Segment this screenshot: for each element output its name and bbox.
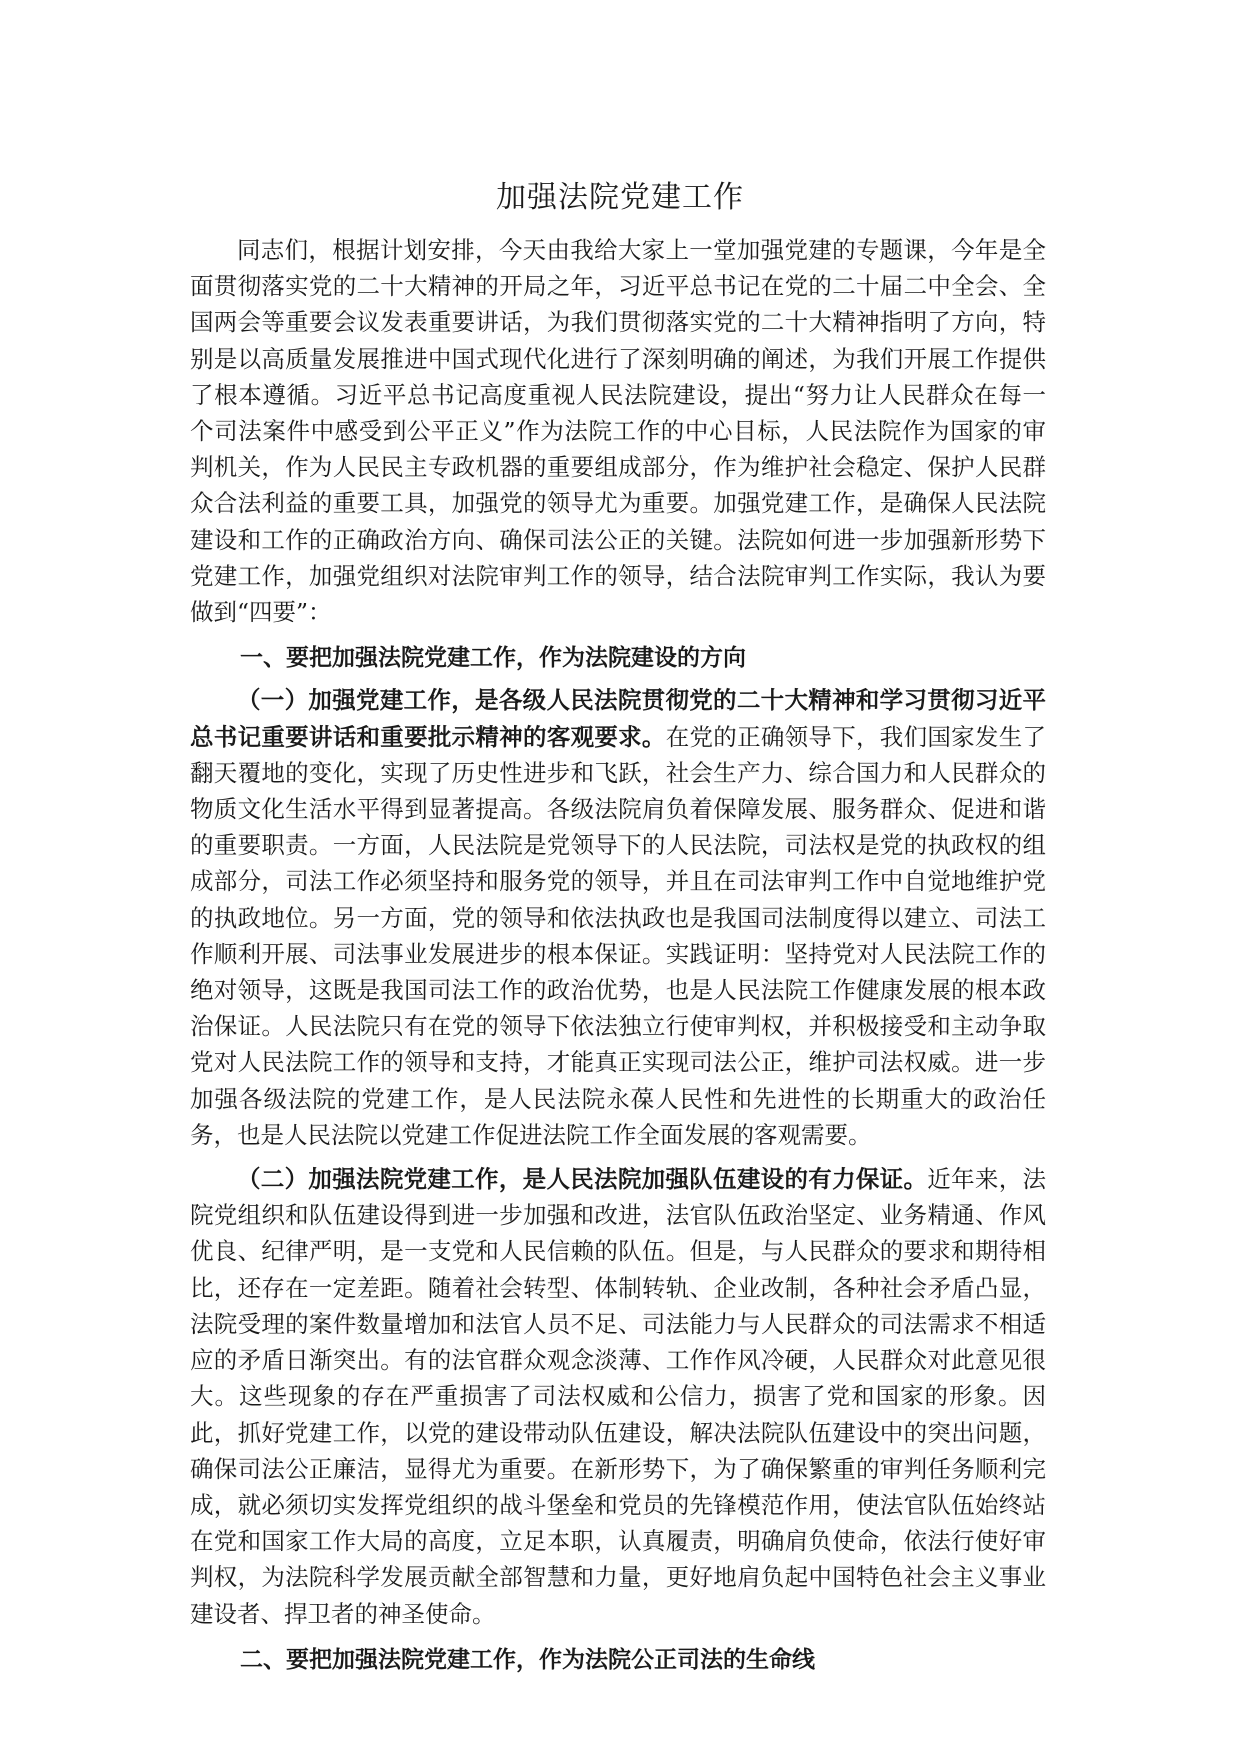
section-heading-1: 一、要把加强法院党建工作，作为法院建设的方向 <box>240 644 746 672</box>
document-body <box>190 232 1046 1684</box>
subsection-text-2: 近年来，法院党组织和队伍建设得到进一步加强和改进，法官队伍政治坚定、业务精通、作风优良、纪律严明，是一支党和人民信赖的队伍。但是，与人民群众的要求和期待相比，还存在一定差距。随着社会转型、体制转轨、企业改制，各种社会矛盾凸显，法院受理的案件数量增加和法官人员不足、司法能力与人民群众的司法需求不相适应的矛盾日渐突出。有的法官群众观念淡薄、工作作风冷硬，人民群众对此意见很大。这些现象的存在严重损害了司法权威和公信力，损害了党和国家的形象。因此，抓好党建工作，以党的建设带动队伍建设，解决法院队伍建设中的突出问题，确保司法公正廉洁，显得尤为重要。在新形势下，为了确保繁重的审判任务顺利完成，就必须切实发挥党组织的战斗堡垒和党员的先锋模范作用，使法官队伍始终站在党和国家工作大局的高度，立足本职，认真履责，明确肩负使命，依法行使好审判权，为法院科学发展贡献全部智慧和力量，更好地肩负起中国特色社会主义事业建设者、捍卫者的神圣使命。 <box>190 1165 1047 1628</box>
subsection-lead-2: （二）加强法院党建工作，是人民法院加强队伍建设的有力保证。 <box>237 1165 928 1194</box>
subsection-paragraph-1 <box>190 682 1046 1153</box>
subsection-text-1: 在党的正确领导下，我们国家发生了翻天覆地的变化，实现了历史性进步和飞跃，社会生产力、综合国力和人民群众的物质文化生活水平得到显著提高。各级法院肩负着保障发展、服务群众、促进和谐的重要职责。一方面，人民法院是党领导下的人民法院，司法权是党的执政权的组成部分，司法工作必须坚持和服务党的领导，并且在司法审判工作中自觉地维护党的执政地位。另一方面，党的领导和依法执政也是我国司法制度得以建立、司法工作顺利开展、司法事业发展进步的根本保证。实践证明：坚持党对人民法院工作的绝对领导，这既是我国司法工作的政治优势，也是人民法院工作健康发展的根本政治保证。人民法院只有在党的领导下依法独立行使审判权，并积极接受和主动争取党对人民法院工作的领导和支持，才能真正实现司法公正，维护司法权威。进一步加强各级法院的党建工作，是人民法院永葆人民性和先进性的长期重大的政治任务，也是人民法院以党建工作促进法院工作全面发展的客观需要。 <box>190 722 1047 1149</box>
page-title: 加强法院党建工作 <box>496 180 744 215</box>
intro-paragraph: 同志们，根据计划安排，今天由我给大家上一堂加强党建的专题课，今年是全面贯彻落实党的二十大精神的开局之年，习近平总书记在党的二十届二中全会、全国两会等重要会议发表重要讲话，为我们贯彻落实党的二十大精神指明了方向，特别是以高质量发展推进中国式现代化进行了深刻明确的阐述，为我们开展工作提供了根本遵循。习近平总书记高度重视人民法院建设，提出“努力让人民群众在每一个司法案件中感受到公平正义”作为法院工作的中心目标，人民法院作为国家的审判机关，作为人民民主专政机器的重要组成部分，作为维护社会稳定、保护人民群众合法利益的重要工具，加强党的领导尤为重要。加强党建工作，是确保人民法院建设和工作的正确政治方向、确保司法公正的关键。法院如何进一步加强新形势下党建工作，加强党组织对法院审判工作的领导，结合法院审判工作实际，我认为要做到“四要”： <box>190 236 1046 627</box>
subsection-lead-1: （一）加强党建工作，是各级人民法院贯彻党的二十大精神和学习贯彻习近平总书记重要讲话和重要批示精神的客观要求。 <box>190 686 1046 751</box>
section-heading-2: 二、要把加强法院党建工作，作为法院公正司法的生命线 <box>240 1645 815 1673</box>
subsection-paragraph-2 <box>190 1161 1046 1632</box>
